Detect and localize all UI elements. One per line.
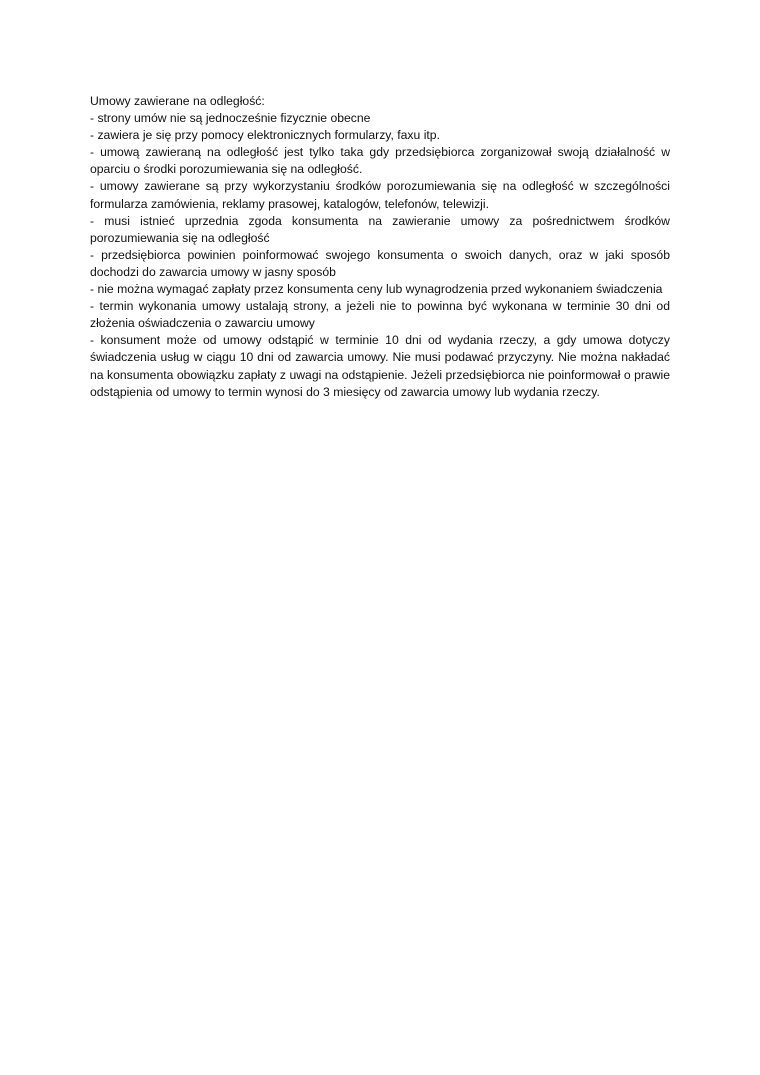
document-body [90,93,670,401]
list-item: - termin wykonania umowy ustalają strony, a jeżeli nie to powinna być wykonana w terminie 30 dni od złożenia oświadczenia o zawarciu umowy [90,299,670,331]
list-item: - zawiera je się przy pomocy elektronicznych formularzy, faxu itp. [90,128,440,143]
list-item: - nie można wymagać zapłaty przez konsumenta ceny lub wynagrodzenia przed wykonaniem świadczenia [90,282,663,297]
document-title: Umowy zawierane na odległość: [90,94,265,108]
list-item: - przedsiębiorca powinien poinformować swojego konsumenta o swoich danych, oraz w jaki sposób dochodzi do zawarcia umowy w jasny sposób [90,247,670,279]
list-item: - strony umów nie są jednocześnie fizycznie obecne [90,111,371,126]
list-item: - umową zawieraną na odległość jest tylko taka gdy przedsiębiorca zorganizował swoją działalność w oparciu o środki porozumiewania się na odległość. [90,145,670,177]
list-item: - umowy zawierane są przy wykorzystaniu środków porozumiewania się na odległość w szczególności formularza zamówienia, reklamy prasowej, katalogów, telefonów, telewizji. [90,179,670,211]
list-item: - konsument może od umowy odstąpić w terminie 10 dni od wydania rzeczy, a gdy umowa dotyczy świadczenia usług w ciągu 10 dni od zawarcia umowy. Nie musi podawać przyczyny. Nie można nakładać na konsumenta obowiązku zapłaty z uwagi na odstąpienie. Jeżeli przedsiębiorca nie poinformował o prawie odstąpienia od umowy to termin wynosi do 3 miesięcy od zawarcia umowy lub wydania rzeczy. [90,333,670,399]
list-item: - musi istnieć uprzednia zgoda konsumenta na zawieranie umowy za pośrednictwem środków porozumiewania się na odległość [90,213,670,245]
